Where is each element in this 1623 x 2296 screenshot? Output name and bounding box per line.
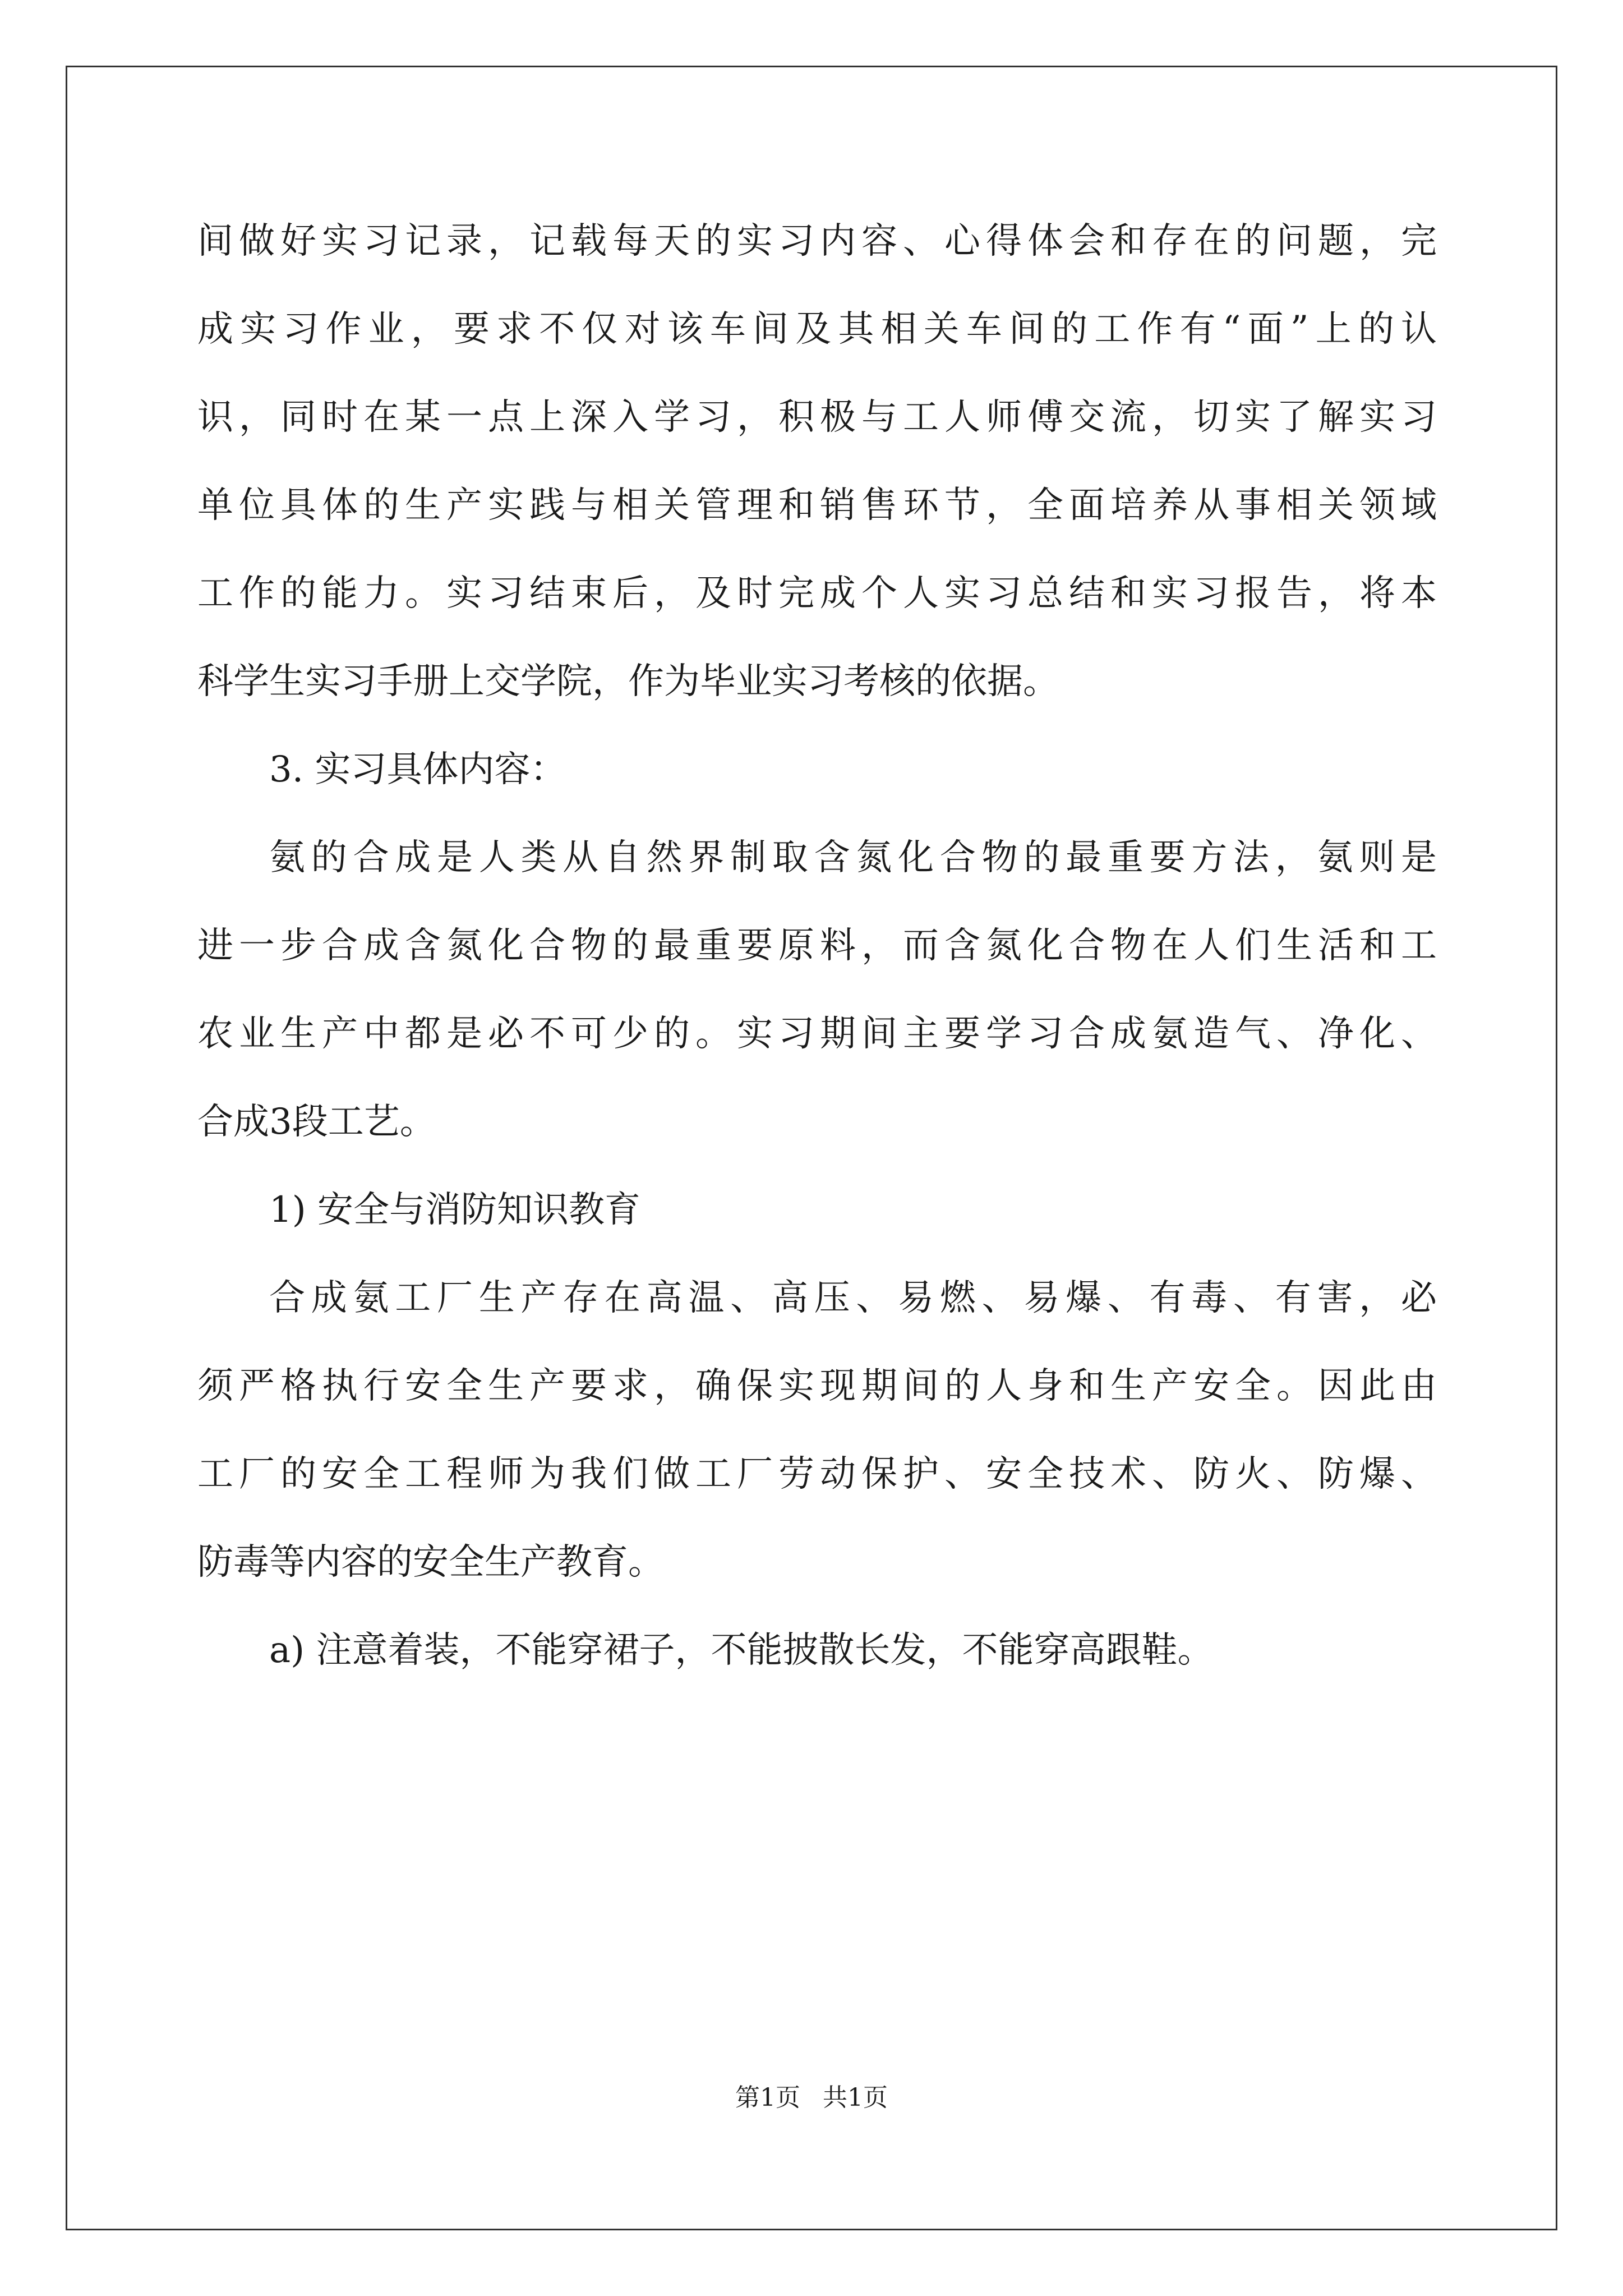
paragraph-line: 合成氨工厂生产存在高温、高压、易燃、易爆、有毒、有害，必: [269, 1277, 1437, 1319]
paragraph-line: 进一步合成含氮化合物的最重要原料，而含氮化合物在人们生活和工: [197, 925, 1437, 967]
paragraph-line: 科学生实习手册上交学院，作为毕业实习考核的依据。: [197, 661, 1059, 702]
paragraph-line: 识，同时在某一点上深入学习，积极与工人师傅交流，切实了解实习: [197, 397, 1437, 438]
list-item: a) 注意着装，不能穿裙子，不能披散长发，不能穿高跟鞋。: [269, 1630, 1214, 1671]
page-total: 共1页: [823, 2083, 888, 2112]
section-heading: 3. 实习具体内容：: [269, 749, 566, 790]
paragraph-line: 氨的合成是人类从自然界制取含氮化合物的最重要方法，氨则是: [269, 837, 1437, 878]
paragraph-line: 合成3段工艺。: [197, 1101, 436, 1143]
subsection-heading: 1) 安全与消防知识教育: [269, 1189, 641, 1231]
paragraph-line: 防毒等内容的安全生产教育。: [197, 1542, 664, 1583]
paragraph-line: 间做好实习记录，记载每天的实习内容、心得体会和存在的问题，完: [197, 220, 1437, 262]
document-body: [197, 197, 1437, 1695]
paragraph-line: 成实习作业，要求不仅对该车间及其相关车间的工作有“面”上的认: [197, 309, 1437, 350]
paragraph-line: 单位具体的生产实践与相关管理和销售环节，全面培养从事相关领域: [197, 485, 1437, 526]
paragraph-line: 农业生产中都是必不可少的。实习期间主要学习合成氨造气、净化、: [197, 1013, 1437, 1055]
paragraph-line: 工作的能力。实习结束后，及时完成个人实习总结和实习报告，将本: [197, 573, 1437, 614]
paragraph-line: 须严格执行安全生产要求，确保实现期间的人身和生产安全。因此由: [197, 1365, 1437, 1407]
page-number: 第1页: [735, 2083, 800, 2112]
page-footer: [0, 2081, 1623, 2115]
paragraph-line: 工厂的安全工程师为我们做工厂劳动保护、安全技术、防火、防爆、: [197, 1453, 1437, 1495]
